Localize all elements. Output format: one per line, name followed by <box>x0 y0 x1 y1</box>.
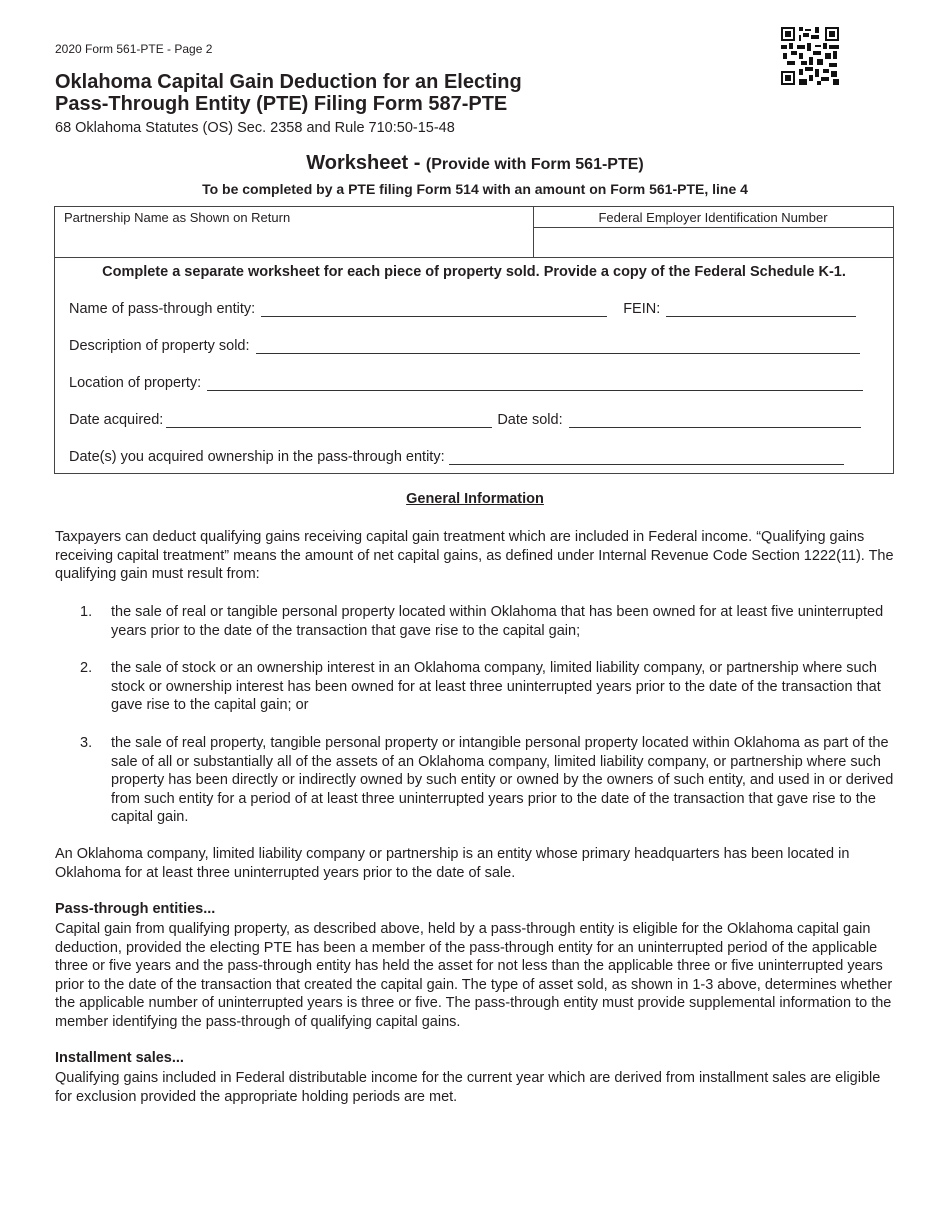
location-label: Location of property: <box>69 375 202 391</box>
partnership-name-field[interactable] <box>55 227 533 257</box>
worksheet-title-note: (Provide with Form 561-PTE) <box>425 156 644 173</box>
entity-id-box <box>54 206 894 258</box>
pte-name-field[interactable] <box>261 300 607 317</box>
title-line-1: Oklahoma Capital Gain Deduction for an Electing <box>55 71 522 93</box>
entity-definition: An Oklahoma company, limited liability company or partnership is an entity whose primary headquarters has been located in Oklahoma for at least three uninterrupted years prior to the date of sale. <box>55 846 850 881</box>
ownership-date-row <box>69 448 844 465</box>
partnership-name-label: Partnership Name as Shown on Return <box>64 210 291 225</box>
page-title <box>55 71 675 115</box>
description-label: Description of property sold: <box>69 338 250 354</box>
qr-code-icon <box>781 27 839 85</box>
list-item <box>80 659 900 715</box>
date-acquired-label: Date acquired: <box>69 412 164 428</box>
statute-reference: 68 Oklahoma Statutes (OS) Sec. 2358 and Rule 710:50-15-48 <box>55 120 455 136</box>
pte-paragraph: Capital gain from qualifying property, as described above, held by a pass-through entity is eligible for the Oklahoma capital gain deduction, provided the electing PTE has been a member of the pass-through entity for an uninterrupted period of the applicable three or five years and the pass-through entity has held the asset for not less than the applicable three or five uninterrupted years prior to the date of the transaction that created the capital gain. The type of asset sold, as shown in 1-3 above, determines whether the applicable number of uninterrupted years is three or five. The pass-through entity must provide supplemental information to the member identifying the pass-through of qualifying capital gains. <box>55 921 893 1030</box>
worksheet-instruction: Complete a separate worksheet for each piece of property sold. Provide a copy of the Federal Schedule K-1. <box>102 264 846 280</box>
location-field[interactable] <box>207 374 863 391</box>
list-item-number: 1. <box>80 604 93 620</box>
title-line-2: Pass-Through Entity (PTE) Filing Form 587-PTE <box>55 93 508 115</box>
list-item-text: the sale of real or tangible personal property located within Oklahoma that has been owned for at least five uninterrupted years prior to the date of the transaction that gave rise to the capital gain; <box>111 604 884 639</box>
installment-heading: Installment sales... <box>55 1050 184 1066</box>
description-field[interactable] <box>256 337 860 354</box>
property-worksheet-box <box>54 256 894 474</box>
fein-label: FEIN: <box>623 301 661 317</box>
date-sold-field[interactable] <box>569 411 861 428</box>
worksheet-subtitle: To be completed by a PTE filing Form 514 with an amount on Form 561-PTE, line 4 <box>202 181 748 197</box>
description-row <box>69 337 860 354</box>
general-info-heading: General Information <box>406 491 544 507</box>
fein-header-label: Federal Employer Identification Number <box>598 210 828 225</box>
worksheet-title-main: Worksheet - <box>306 152 421 174</box>
ownership-date-field[interactable] <box>449 448 844 465</box>
list-item <box>80 734 900 827</box>
pte-name-row <box>69 300 856 317</box>
pte-heading: Pass-through entities... <box>55 901 216 917</box>
page-label: 2020 Form 561-PTE - Page 2 <box>55 42 213 56</box>
general-info-intro: Taxpayers can deduct qualifying gains receiving capital gain treatment which are included in Federal income. “Qualifying gains receiving capital treatment” means the amount of net capital gains, as defined under Internal Revenue Code Section 1222(11). The qualifying gain must result from: <box>55 529 894 582</box>
ownership-date-label: Date(s) you acquired ownership in the pass-through entity: <box>69 449 445 465</box>
worksheet-title <box>55 152 895 175</box>
date-acquired-field[interactable] <box>166 411 492 428</box>
date-sold-label: Date sold: <box>497 412 563 428</box>
fein-input-field[interactable] <box>666 300 856 317</box>
pte-name-label: Name of pass-through entity: <box>69 301 256 317</box>
list-item-number: 3. <box>80 735 93 751</box>
list-item <box>80 603 900 640</box>
fein-field[interactable] <box>534 228 893 257</box>
location-row <box>69 374 863 391</box>
list-item-text: the sale of stock or an ownership interest in an Oklahoma company, limited liability company, or partnership where such stock or ownership interest has been owned for at least three uninterrupted years prior to the date of the transaction that gave rise to the capital gain; or <box>111 660 881 713</box>
installment-paragraph: Qualifying gains included in Federal distributable income for the current year which are derived from installment sales are eligible for exclusion provided the appropriate holding periods are met. <box>55 1070 881 1105</box>
list-item-text: the sale of real property, tangible personal property or intangible personal property located within Oklahoma as part of the sale of all or substantially all of the assets of an Oklahoma company, limited liability company, or partnership where such property has been directly or indirectly owned by such entity or owned by the owners of such entity, and used in or derived from such entity for a period of at least three uninterrupted years prior to the date of the transaction that gave rise to the capital gain. <box>111 735 894 825</box>
dates-row <box>69 411 861 428</box>
list-item-number: 2. <box>80 660 93 676</box>
